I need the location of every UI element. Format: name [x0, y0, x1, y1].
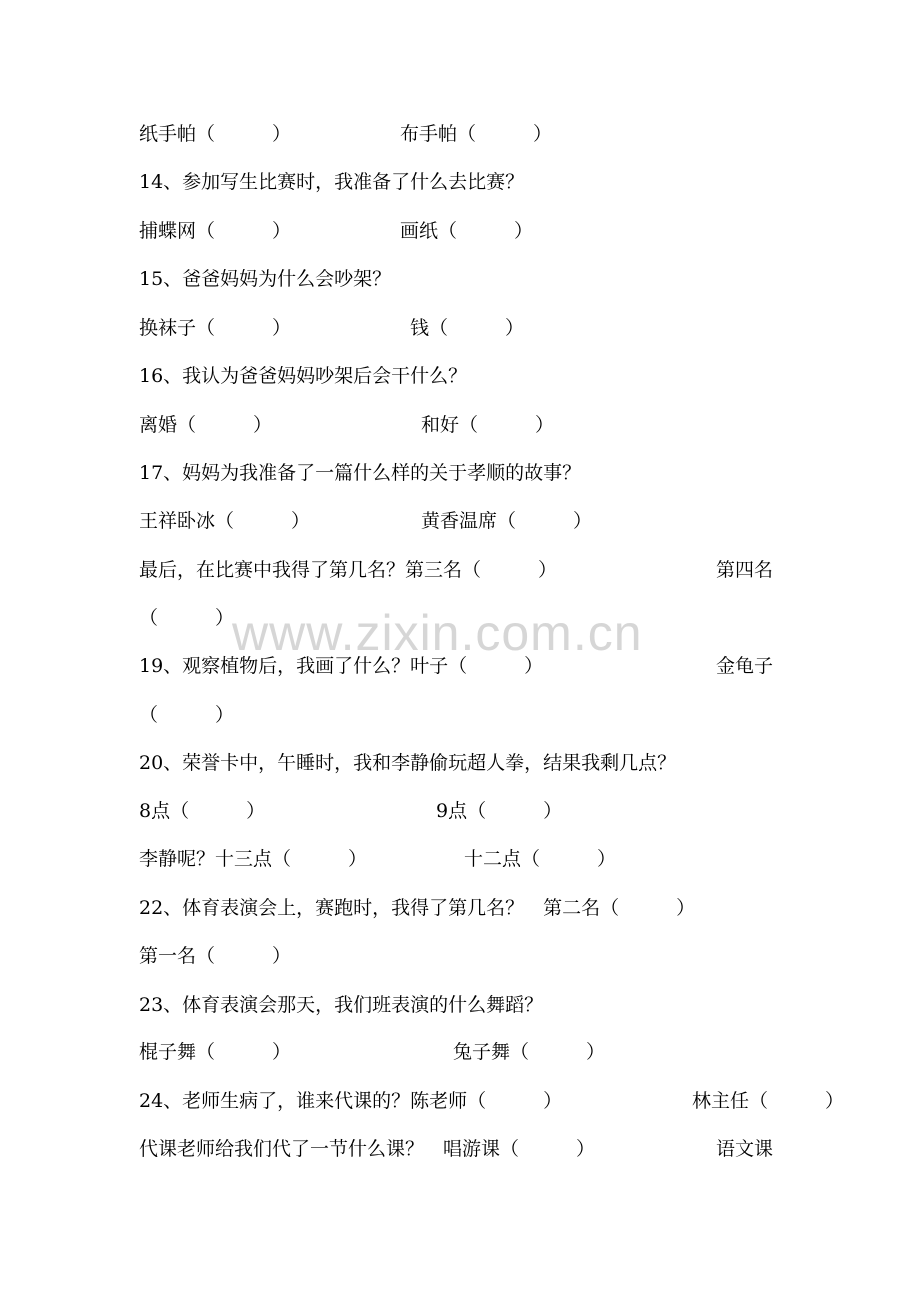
answer-option: 换袜子（ ） [139, 317, 292, 339]
answer-option: 王祥卧冰（ ） [139, 510, 311, 532]
answer-option: （ ） [139, 704, 235, 726]
question-text: 23、体育表演会那天，我们班表演的什么舞蹈？ [139, 994, 544, 1016]
answer-option: （ ） [139, 607, 235, 629]
question-text: 17、妈妈为我准备了一篇什么样的关于孝顺的故事？ [139, 462, 582, 484]
answer-option: 捕蝶网（ ） [139, 220, 292, 242]
answer-option: 8点（ ） [139, 800, 266, 822]
question-text: 19、观察植物后，我画了什么？叶子（ ） [139, 655, 544, 677]
answer-option: 第四名 [716, 559, 774, 581]
answer-option: 十二点（ ） [464, 848, 617, 870]
answer-option: 第一名（ ） [139, 945, 292, 967]
answer-option: 金龟子 [716, 655, 774, 677]
answer-option: 李静呢？十三点（ ） [139, 848, 368, 870]
answer-option: 钱（ ） [410, 317, 525, 339]
answer-option: 兔子舞（ ） [453, 1041, 606, 1063]
answer-option: 黄香温席（ ） [421, 510, 593, 532]
question-text: 14、参加写生比赛时，我准备了什么去比赛？ [139, 171, 525, 193]
answer-option: 语文课 [716, 1138, 774, 1160]
watermark: www.zixin.com.cn [232, 605, 643, 661]
question-text: 24、老师生病了，谁来代课的？陈老师（ ） [139, 1090, 563, 1112]
answer-option: 布手帕（ ） [400, 123, 553, 145]
question-text: 最后，在比赛中我得了第几名？第三名（ ） [139, 559, 558, 581]
answer-option: 和好（ ） [421, 414, 555, 436]
question-text: 15、爸爸妈妈为什么会吵架？ [139, 268, 392, 290]
answer-option: 纸手帕（ ） [139, 123, 292, 145]
answer-option: 画纸（ ） [400, 220, 534, 242]
question-text: 16、我认为爸爸妈妈吵架后会干什么？ [139, 365, 468, 387]
answer-option: 棍子舞（ ） [139, 1041, 292, 1063]
question-text: 22、体育表演会上，赛跑时，我得了第几名？ 第二名（ ） [139, 897, 696, 919]
question-text: 20、荣誉卡中，午睡时，我和李静偷玩超人拳，结果我剩几点？ [139, 752, 677, 774]
answer-option: 离婚（ ） [139, 414, 273, 436]
answer-option: 9点（ ） [436, 800, 563, 822]
question-text: 代课老师给我们代了一节什么课？ 唱游课（ ） [139, 1138, 596, 1160]
answer-option: 林主任（ ） [692, 1090, 845, 1112]
